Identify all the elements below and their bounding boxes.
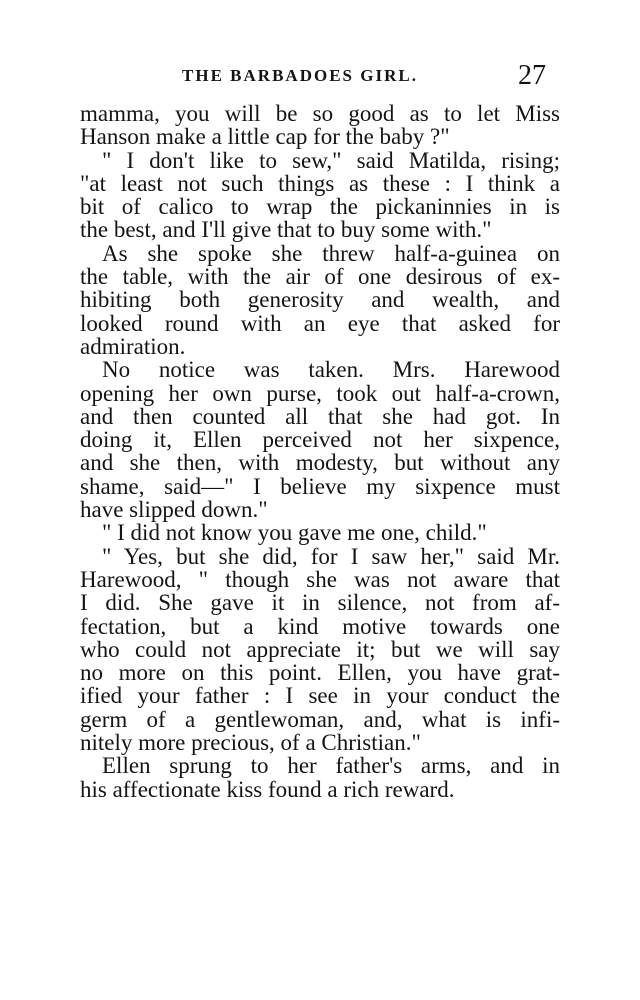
text-line: " I don't like to sew," said Matilda, rising;: [102, 147, 560, 173]
text-line: and then counted all that she had got. In: [80, 403, 560, 429]
text-line: admiration.: [80, 333, 186, 359]
text-line: the table, with the air of one desirous of ex-: [80, 264, 560, 290]
text-line: nitely more precious, of a Christian.": [80, 730, 421, 756]
text-line: no more on this point. Ellen, you have grat-: [80, 660, 560, 686]
text-line: hibiting both generosity and wealth, and: [80, 287, 560, 313]
text-line: " Yes, but she did, for I saw her," said Mr.: [102, 543, 560, 569]
text-line: ified your father : I see in your conduct the: [80, 683, 560, 709]
body-text: [80, 102, 560, 801]
text-line: shame, said—" I believe my sixpence must: [80, 473, 560, 499]
text-line: Hanson make a little cap for the baby ?": [80, 124, 450, 150]
text-line: bit of calico to wrap the pickaninnies in is: [80, 194, 560, 220]
text-line: germ of a gentlewoman, and, what is infi-: [80, 706, 560, 732]
text-line: his affectionate kiss found a rich reward.: [80, 776, 455, 802]
text-line: fectation, but a kind motive towards one: [80, 613, 560, 639]
text-line: and she then, with modesty, but without any: [80, 450, 560, 476]
page-header: [60, 60, 546, 96]
text-line: "at least not such things as these : I think a: [80, 170, 560, 196]
text-line: the best, and I'll give that to buy some with.": [80, 217, 492, 243]
text-line: As she spoke she threw half-a-guinea on: [102, 240, 560, 266]
page-number: 27: [518, 60, 546, 91]
text-line: Ellen sprung to her father's arms, and in: [102, 753, 560, 779]
running-title: THE BARBADOES GIRL.: [182, 66, 418, 85]
text-line: Harewood, " though she was not aware that: [80, 566, 560, 592]
text-line: looked round with an eye that asked for: [80, 310, 560, 336]
text-line: have slipped down.": [80, 497, 268, 523]
text-line: doing it, Ellen perceived not her sixpence,: [80, 427, 560, 453]
text-line: opening her own purse, took out half-a-crown,: [80, 380, 560, 406]
text-line: who could not appreciate it; but we will say: [80, 636, 560, 662]
text-line: mamma, you will be so good as to let Miss: [80, 101, 560, 126]
text-line: " I did not know you gave me one, child.": [102, 520, 487, 546]
text-line: No notice was taken. Mrs. Harewood: [102, 357, 560, 383]
text-line: I did. She gave it in silence, not from af-: [80, 590, 560, 616]
